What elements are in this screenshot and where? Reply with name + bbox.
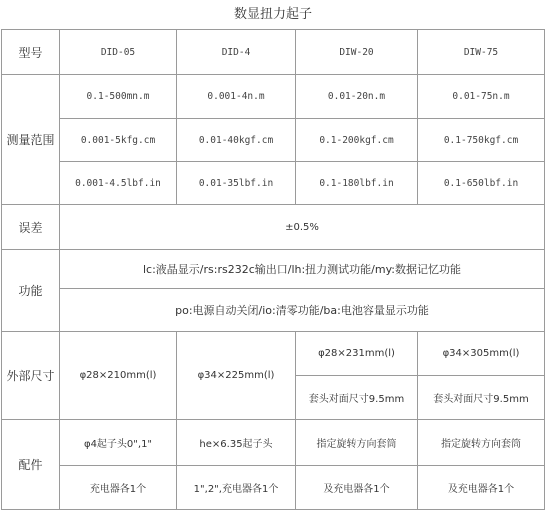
accessory-diw-20: 指定旋转方向套筒 (296, 420, 418, 466)
socket-size-diw-20: 套头对面尺寸9.5mm (296, 376, 418, 420)
range-cell: 0.001-4n.m (177, 75, 296, 119)
charger-did-4: 1",2",充电器各1个 (177, 466, 296, 510)
table-row-function-1 (2, 250, 545, 289)
error-label: 误差 (2, 205, 60, 250)
model-did-05: DID-05 (60, 30, 177, 75)
dimensions-did-05: φ28×210mm(l) (60, 332, 177, 420)
table-row-range-nm (2, 75, 545, 119)
dimensions-diw-75: φ34×305mm(l) (418, 332, 545, 376)
accessory-did-05: φ4起子头0",1" (60, 420, 177, 466)
function-line-1: lc:液晶显示/rs:rs232c输出口/lh:扭力测试功能/my:数据记忆功能 (60, 250, 545, 289)
range-cell: 0.001-5kfg.cm (60, 119, 177, 162)
table-row-accessories-1 (2, 420, 545, 466)
range-cell: 0.1-180lbf.in (296, 162, 418, 205)
model-did-4: DID-4 (177, 30, 296, 75)
range-cell: 0.001-4.5lbf.in (60, 162, 177, 205)
accessory-diw-75: 指定旋转方向套筒 (418, 420, 545, 466)
range-cell: 0.1-750kgf.cm (418, 119, 545, 162)
socket-size-diw-75: 套头对面尺寸9.5mm (418, 376, 545, 420)
table-row-range-lbfin (2, 162, 545, 205)
table-row-error (2, 205, 545, 250)
model-diw-20: DIW-20 (296, 30, 418, 75)
table-row-dimensions-1 (2, 332, 545, 376)
table-row-model (2, 30, 545, 75)
range-cell: 0.01-35lbf.in (177, 162, 296, 205)
range-cell: 0.01-40kgf.cm (177, 119, 296, 162)
range-cell: 0.01-20n.m (296, 75, 418, 119)
range-cell: 0.01-75n.m (418, 75, 545, 119)
charger-diw-20: 及充电器各1个 (296, 466, 418, 510)
error-value: ±0.5% (60, 205, 545, 250)
function-label: 功能 (2, 250, 60, 332)
table-row-accessories-2 (2, 466, 545, 510)
accessories-label: 配件 (2, 420, 60, 510)
model-label: 型号 (2, 30, 60, 75)
spec-table (1, 29, 545, 510)
dimensions-did-4: φ34×225mm(l) (177, 332, 296, 420)
table-row-range-kgfcm (2, 119, 545, 162)
model-diw-75: DIW-75 (418, 30, 545, 75)
range-cell: 0.1-500mn.m (60, 75, 177, 119)
accessory-did-4: he×6.35起子头 (177, 420, 296, 466)
dimensions-label: 外部尺寸 (2, 332, 60, 420)
dimensions-diw-20: φ28×231mm(l) (296, 332, 418, 376)
charger-did-05: 充电器各1个 (60, 466, 177, 510)
range-cell: 0.1-650lbf.in (418, 162, 545, 205)
table-row-function-2 (2, 289, 545, 332)
function-line-2: po:电源自动关闭/io:清零功能/ba:电池容量显示功能 (60, 289, 545, 332)
charger-diw-75: 及充电器各1个 (418, 466, 545, 510)
range-cell: 0.1-200kgf.cm (296, 119, 418, 162)
range-label: 测量范围 (2, 75, 60, 205)
page-title: 数显扭力起子 (233, 7, 312, 22)
